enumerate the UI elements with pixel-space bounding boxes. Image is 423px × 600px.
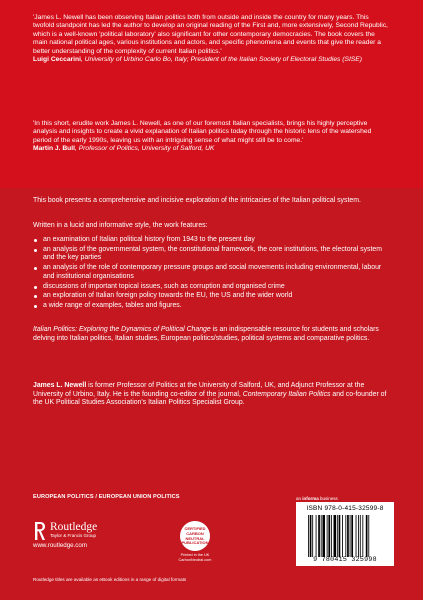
barcode-number: 9 780415 325998: [313, 556, 377, 563]
barcode-bar: [328, 515, 330, 557]
author-name: James L. Newell: [33, 382, 87, 389]
quote-attribution: [33, 56, 389, 64]
publisher-name: Routledge: [50, 521, 98, 533]
badge-text: CARBON NEUTRAL: [185, 531, 205, 541]
book-promo: [33, 326, 389, 343]
carbon-label-line: CarbonNeutral.com: [178, 557, 212, 562]
isbn-text: ISBN 978-0-415-32599-8: [306, 505, 384, 512]
publisher-url: www.routledge.com: [33, 542, 87, 549]
informa-brand: informa: [302, 496, 319, 501]
feature-item: a wide range of examples, tables and figures.: [33, 302, 383, 311]
barcode-bar: [345, 515, 346, 557]
feature-item: an exploration of Italian foreign policy towards the EU, the US and the wider world: [33, 292, 383, 301]
footer-note: Routledge titles are available as eBook editions in a range of digital formats: [33, 577, 187, 582]
feature-item: an examination of Italian political history from 1943 to the present day: [33, 236, 383, 245]
barcode-bar: [308, 515, 309, 557]
barcode-bar: [350, 515, 351, 557]
carbon-label: [172, 553, 218, 562]
carbon-neutral-badge: [180, 521, 210, 551]
feature-item: an analysis of the governmental system, the constitutional framework, the core institutions, the electoral system and the key parties: [33, 246, 383, 263]
barcode-bar: [368, 515, 369, 557]
endorsement-quote-2: [33, 120, 389, 154]
promo-text: is an indispensable resource for students and scholars delving into Italian politics, Italian studies, European politics/studies, political systems and comparative politics.: [33, 326, 379, 342]
feature-item: discussions of important topical issues, such as corruption and organised crime: [33, 283, 383, 292]
barcode-bar: [339, 515, 341, 557]
publisher-logo: [33, 520, 113, 554]
informa-suffix: business: [318, 496, 338, 501]
barcode-icon: [306, 515, 388, 557]
book-intro: This book presents a comprehensive and incisive exploration of the intricacies of the Italian political system.: [33, 197, 361, 204]
quote-affiliation: , Professor of Politics, University of Salford, UK: [75, 145, 215, 153]
badge-text: PUBLICATION: [181, 540, 209, 545]
quote-author: Luigi Ceccarini: [33, 56, 81, 64]
series-label: EUROPEAN POLITICS / EUROPEAN UNION POLITICS: [33, 494, 180, 500]
barcode-bar: [347, 515, 349, 557]
barcode-bar: [312, 515, 313, 557]
barcode-bar: [366, 515, 368, 557]
barcode-bar: [327, 515, 328, 557]
book-title: Italian Politics: Exploring the Dynamics of Political Change: [33, 326, 211, 333]
barcode-bar: [358, 515, 359, 557]
barcode-bar: [334, 515, 337, 557]
journal-title: Contemporary Italian Politics: [242, 390, 331, 398]
barcode-bar: [362, 515, 363, 557]
quote-text: 'In this short, erudite work James L. Newell, as one of our foremost Italian specialists, brings his highly perceptive analysis and insights to create a vivid explanation of Italian politics today through the historic lens of the watershed period of the early 1990s, leaving us with an intriguing sense of what might still be to come.': [33, 120, 372, 144]
quote-affiliation: , University of Urbino Carlo Bo, Italy; President of the Italian Society of Electoral Studies (SISE): [80, 56, 362, 64]
routledge-r-icon: [33, 521, 46, 541]
barcode-bar: [337, 515, 338, 557]
author-bio-text: and co-founder of the UK Political Studies Association's Italian Politics Specialist Group.: [33, 390, 387, 407]
barcode-bar: [351, 515, 353, 557]
barcode-bar: [322, 515, 325, 557]
author-bio-text: is former Professor of Politics at the University of Salford, UK, and Adjunct Professor at the University of Urbino, Italy. He is the founding co-editor of the journal,: [33, 382, 365, 398]
barcode-bar: [321, 515, 322, 557]
barcode-bar: [360, 515, 361, 557]
barcode-bar: [356, 515, 357, 557]
barcode-bar: [316, 515, 317, 557]
quote-attribution: [33, 145, 389, 153]
barcode-bar: [331, 515, 332, 557]
feature-item: an analysis of the role of contemporary pressure groups and social movements including environmental, labour and institutional organisations: [33, 264, 383, 281]
publisher-group: Taylor & Francis Group: [50, 533, 97, 538]
author-bio: [33, 382, 389, 408]
quote-text: 'James L. Newell has been observing Italian politics both from outside and inside the country for many years. This twofold standpoint has led the author to develop an original reading of the First and, more extensively, Second Republic, which is a well-known 'political laboratory' also significant for other contemporary democracies. The book covers the main national political ages, various institutions and actors, and specific phenomena and events that give the reader a better understanding of the complexity of current Italian politics.': [33, 14, 388, 55]
barcode-bar: [318, 515, 320, 557]
features-list: [33, 236, 383, 312]
barcode-bar: [342, 515, 343, 557]
carbon-label-line: Printed in the UK: [180, 553, 210, 557]
informa-prefix: an: [296, 496, 303, 501]
features-lead: Written in a lucid and informative style, the work features:: [33, 222, 208, 229]
endorsement-quote-1: [33, 14, 389, 64]
badge-text: CERTIFIED: [184, 526, 206, 531]
informa-tag: [296, 496, 392, 501]
barcode-bar: [310, 515, 312, 557]
isbn-barcode-box: [296, 502, 394, 566]
quote-author: Martin J. Bull: [33, 145, 75, 153]
